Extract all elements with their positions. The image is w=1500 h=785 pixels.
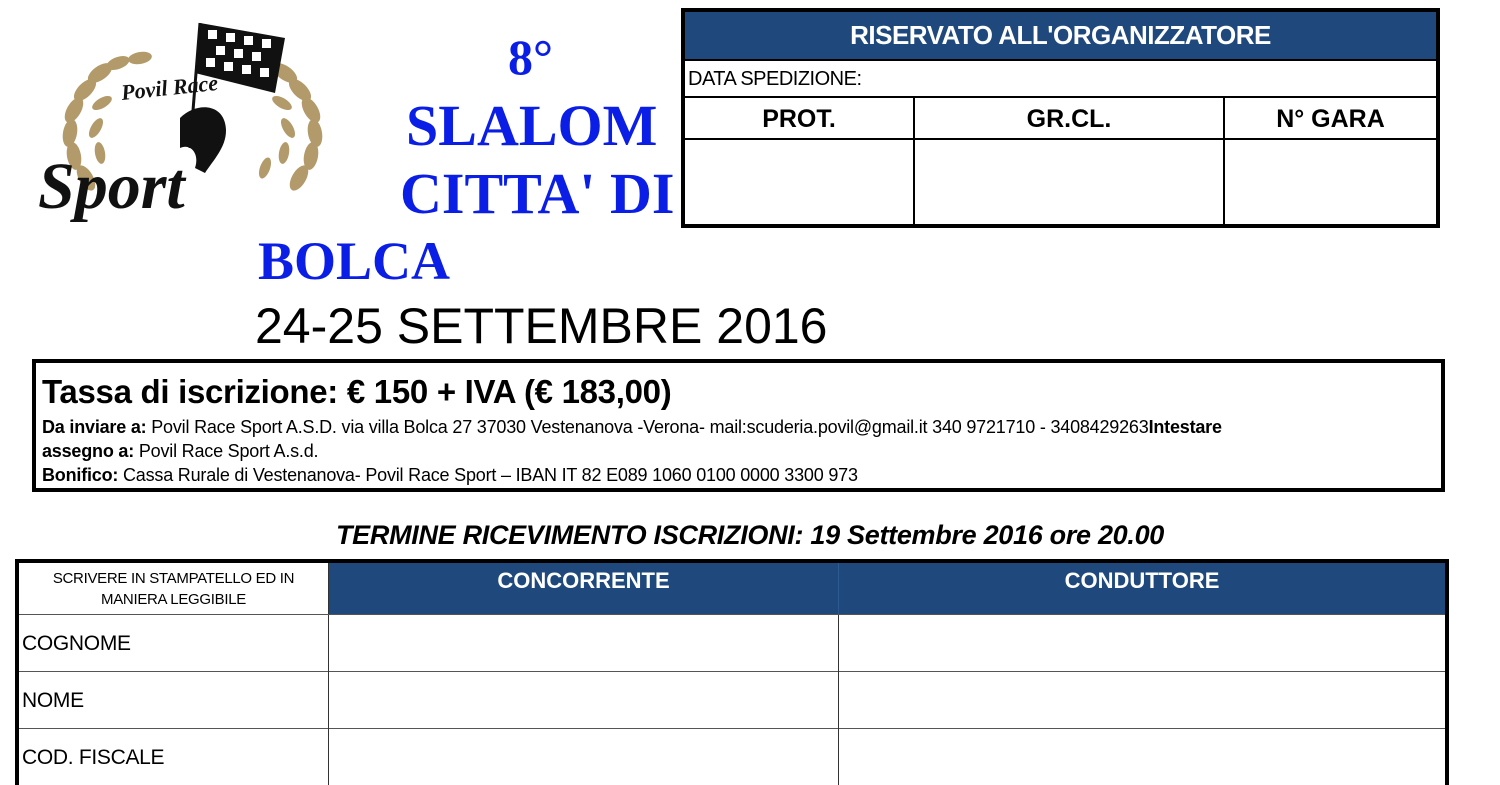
cod-fiscale-concorrente-field[interactable] (329, 729, 839, 785)
concorrente-header: CONCORRENTE (329, 563, 839, 614)
reserved-grid (685, 98, 1436, 224)
shipping-date-label: DATA SPEDIZIONE: (688, 68, 862, 90)
grcl-column (915, 98, 1225, 224)
send-to-line (42, 415, 1435, 439)
shipping-date-field[interactable] (685, 59, 1436, 98)
cognome-label: COGNOME (19, 615, 329, 672)
cheque-line (42, 439, 1435, 463)
title-slalom: SLALOM (406, 93, 658, 158)
povil-race-sport-logo (30, 18, 355, 223)
title-citta-di: CITTA' DI (400, 161, 675, 226)
cod-fiscale-conduttore-field[interactable] (839, 729, 1445, 785)
transfer-line (42, 463, 1435, 487)
nome-conduttore-field[interactable] (839, 672, 1445, 729)
entry-header-row (19, 563, 1445, 615)
grcl-field[interactable] (915, 140, 1223, 224)
cod-fiscale-label: COD. FISCALE (19, 729, 329, 785)
prot-header: PROT. (685, 98, 913, 140)
transfer-text: Cassa Rurale di Vestenanova- Povil Race Sport – IBAN IT 82 E089 1060 0100 0000 3300 973 (118, 465, 858, 485)
note-line-2: MANIERA LEGGIBILE (101, 591, 246, 608)
grcl-header: GR.CL. (915, 98, 1223, 140)
conduttore-header (839, 563, 1445, 614)
transfer-label: Bonifico: (42, 465, 119, 485)
cheque-label: assegno a: (42, 441, 135, 461)
table-row (19, 672, 1445, 729)
registration-deadline: TERMINE RICEVIMENTO ISCRIZIONI: 19 Settembre 2016 ore 20.00 (335, 520, 1165, 550)
event-date: 24-25 SETTEMBRE 2016 (255, 298, 828, 354)
logo-text-bottom: Sport (38, 150, 185, 223)
send-to-text: Povil Race Sport A.S.D. via villa Bolca 27 37030 Vestenanova -Verona- mail:scuderia.povil@gmail.it 340 9721710 - 3408429263 (146, 417, 1149, 437)
nome-label: NOME (19, 672, 329, 729)
prot-field[interactable] (685, 140, 913, 224)
organizer-reserved-box (681, 8, 1440, 228)
nome-concorrente-field[interactable] (329, 672, 839, 729)
entry-form-table (15, 559, 1449, 785)
prot-column (685, 98, 915, 224)
print-clearly-note (19, 563, 329, 614)
cheque-text: Povil Race Sport A.s.d. (134, 441, 319, 461)
fee-info-box (32, 359, 1445, 492)
conduttore-header-label: CONDUTTORE (1064, 568, 1220, 593)
logo-text-top: Povil Race (119, 69, 220, 105)
reserved-header: RISERVATO ALL'ORGANIZZATORE (685, 12, 1436, 59)
edition-number: 8° (508, 29, 553, 85)
fee-title: Tassa di iscrizione: € 150 + IVA (€ 183,00) (42, 373, 672, 410)
table-row (19, 729, 1445, 785)
send-to-label: Da inviare a: (42, 417, 147, 437)
table-row (19, 615, 1445, 672)
cognome-conduttore-field[interactable] (839, 615, 1445, 672)
note-line-1: SCRIVERE IN STAMPATELLO ED IN (52, 570, 295, 587)
cognome-concorrente-field[interactable] (329, 615, 839, 672)
intestare-label: Intestare (1148, 417, 1222, 437)
logo-graphic (30, 18, 355, 223)
race-number-field[interactable] (1225, 140, 1436, 224)
race-number-column (1225, 98, 1436, 224)
title-bolca: BOLCA (258, 231, 451, 291)
race-number-header: N° GARA (1225, 98, 1436, 140)
